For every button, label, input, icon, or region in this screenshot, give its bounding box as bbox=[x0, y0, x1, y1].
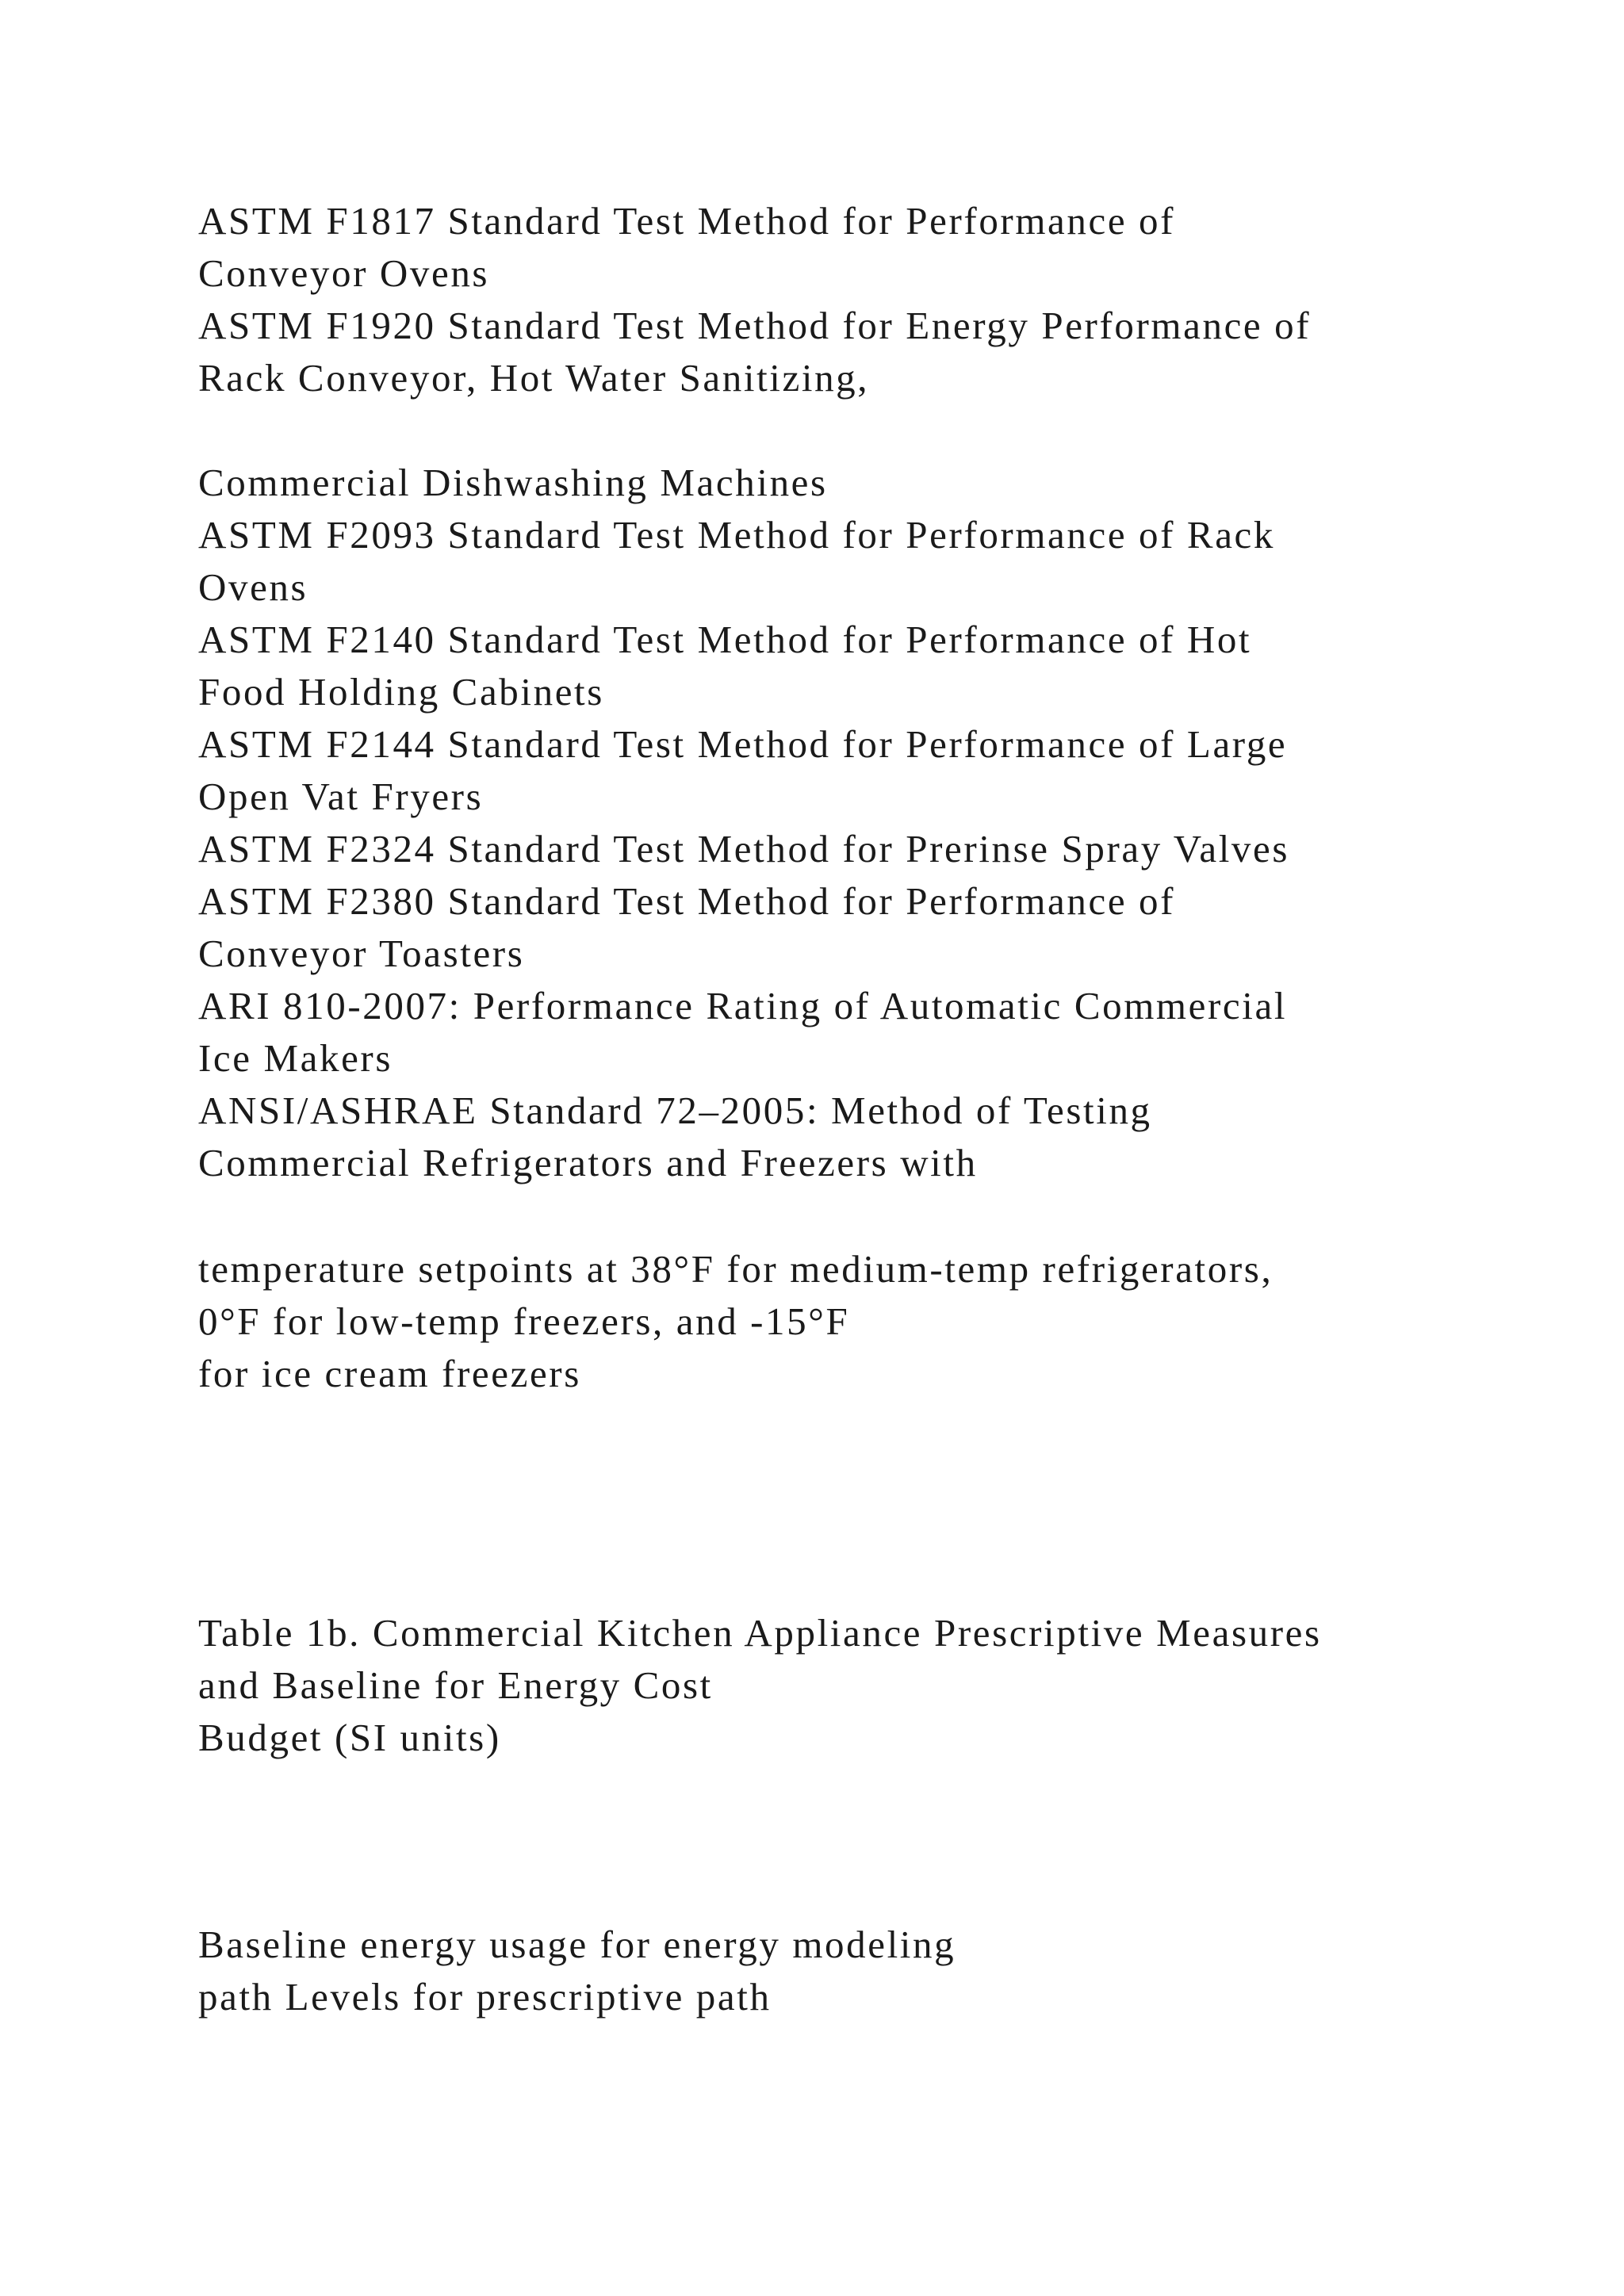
standards-list-part2: Commercial Dishwashing Machines ASTM F2093 Standard Test Method for Performance of Rack Ovens ASTM F2140 Standard Test Method for Performance of Hot Food Holding Cabinets ASTM F2144 Standard Test Method for Performance of Large Open Vat Fryers ASTM F2324 Standard Test Method for Prerinse Spray Valves ASTM F2380 Standard Test Method for Performance of Conveyor Toasters ARI 810-2007: Performance Rating of Automatic Commercial Ice Makers ANSI/ASHRAE Standard 72–2005: Method of Testing Commercial Refrigerators and Freezers with bbox=[198, 461, 1290, 1184]
standards-list-part1: ASTM F1817 Standard Test Method for Performance of Conveyor Ovens ASTM F1920 Standard Test Method for Energy Performance of Rack Conveyor, Hot Water Sanitizing, bbox=[198, 199, 1312, 400]
baseline-energy-note: Baseline energy usage for energy modeling path Levels for prescriptive path bbox=[198, 1923, 956, 2019]
temperature-setpoints-text: temperature setpoints at 38°F for medium-temp refrigerators, 0°F for low-temp freezers, and -15°F for ice cream freezers bbox=[198, 1247, 1274, 1395]
table-title: Table 1b. Commercial Kitchen Appliance Prescriptive Measures and Baseline for Energy Cost Budget (SI units) bbox=[198, 1611, 1322, 1759]
